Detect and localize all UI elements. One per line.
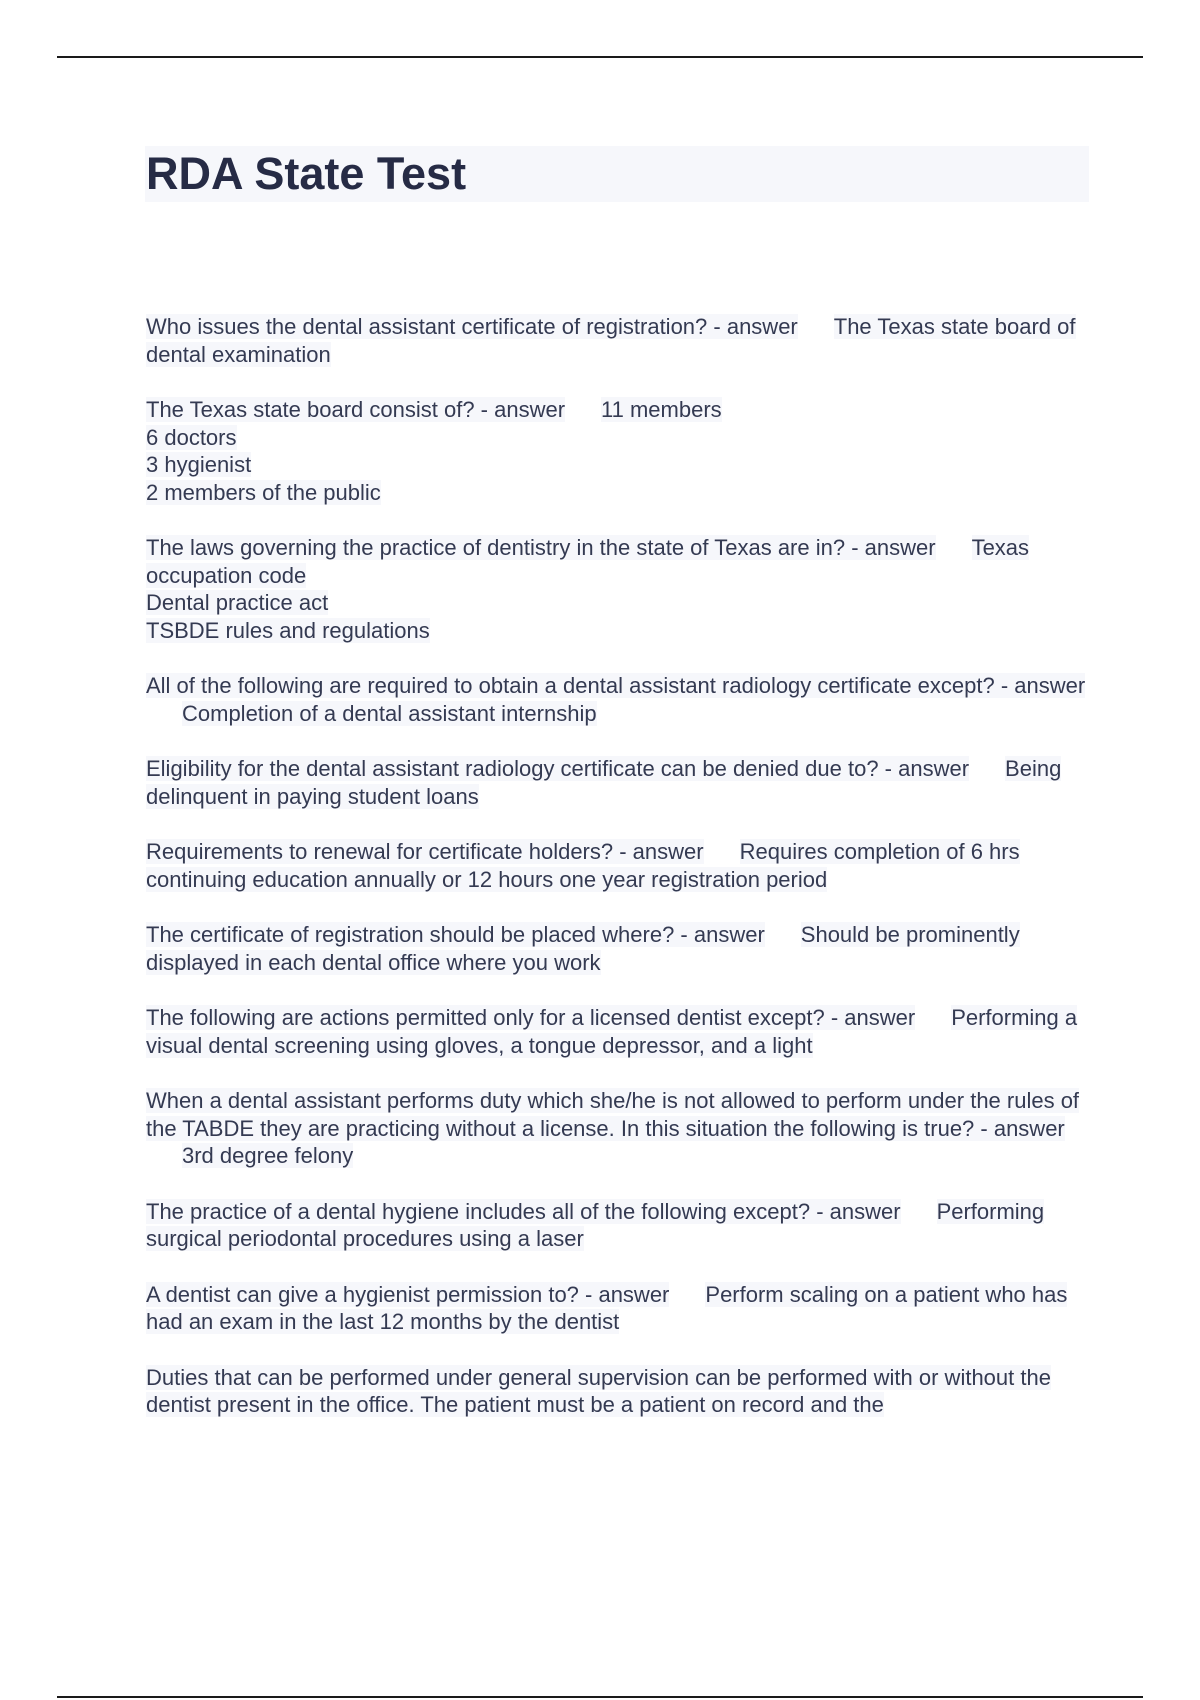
qa-item bbox=[146, 396, 1090, 506]
question-text: A dentist can give a hygienist permission to? - answer bbox=[146, 1281, 670, 1307]
question-text: The laws governing the practice of dentistry in the state of Texas are in? - answer bbox=[146, 535, 936, 560]
answer-text: The Texas state board of dental examination bbox=[146, 314, 1076, 367]
question-text: All of the following are required to obtain a dental assistant radiology certificate except? - answer bbox=[146, 673, 1086, 698]
qa-item bbox=[146, 921, 1090, 976]
answer-text: Performing a visual dental screening using gloves, a tongue depressor, and a light bbox=[146, 1005, 1078, 1058]
qa-item bbox=[146, 313, 1090, 368]
answer-text: Requires completion of 6 hrs continuing education annually or 12 hours one year registration period bbox=[146, 839, 1020, 892]
qa-item bbox=[146, 672, 1090, 727]
question-text: The certificate of registration should be placed where? - answer bbox=[146, 922, 765, 947]
qa-item bbox=[146, 755, 1090, 810]
qa-item bbox=[146, 838, 1090, 893]
answer-text: Texas occupation code Dental practice act TSBDE rules and regulations bbox=[146, 535, 1030, 643]
question-text: The following are actions permitted only for a licensed dentist except? - answer bbox=[146, 1005, 916, 1030]
answer-text: Performing surgical periodontal procedures using a laser bbox=[146, 1198, 1045, 1251]
answer-text: Perform scaling on a patient who has had an exam in the last 12 months by the dentist bbox=[146, 1281, 1068, 1334]
answer-text: 3rd degree felony bbox=[182, 1143, 354, 1168]
answer-text: Being delinquent in paying student loans bbox=[146, 756, 1062, 809]
qa-item bbox=[146, 1087, 1090, 1170]
answer-text: Should be prominently displayed in each dental office where you work bbox=[146, 922, 1020, 975]
qa-item bbox=[146, 1198, 1090, 1253]
qa-list bbox=[146, 313, 1090, 1447]
qa-item bbox=[146, 1364, 1090, 1419]
document-title: RDA State Test bbox=[146, 148, 467, 199]
question-text: The Texas state board consist of? - answer bbox=[146, 397, 566, 422]
question-text: Eligibility for the dental assistant radiology certificate can be denied due to? - answer bbox=[146, 756, 970, 781]
answer-text: 11 members 6 doctors 3 hygienist 2 members of the public bbox=[146, 397, 722, 505]
qa-item bbox=[146, 1004, 1090, 1059]
question-text: The practice of a dental hygiene includes all of the following except? - answer bbox=[146, 1198, 901, 1224]
top-rule bbox=[57, 56, 1143, 58]
qa-item bbox=[146, 534, 1090, 644]
qa-item bbox=[146, 1281, 1090, 1336]
question-text: Requirements to renewal for certificate holders? - answer bbox=[146, 839, 704, 864]
answer-text: Completion of a dental assistant internship bbox=[182, 700, 597, 726]
question-text: Duties that can be performed under general supervision can be performed with or without the dentist present in the office. The patient must be a patient on record and the bbox=[146, 1364, 1051, 1417]
bottom-rule bbox=[57, 1696, 1143, 1698]
question-text: Who issues the dental assistant certificate of registration? - answer bbox=[146, 314, 798, 339]
question-text: When a dental assistant performs duty which she/he is not allowed to perform under the rules of the TABDE they are practicing without a license. In this situation the following is true? - answer bbox=[146, 1088, 1080, 1141]
